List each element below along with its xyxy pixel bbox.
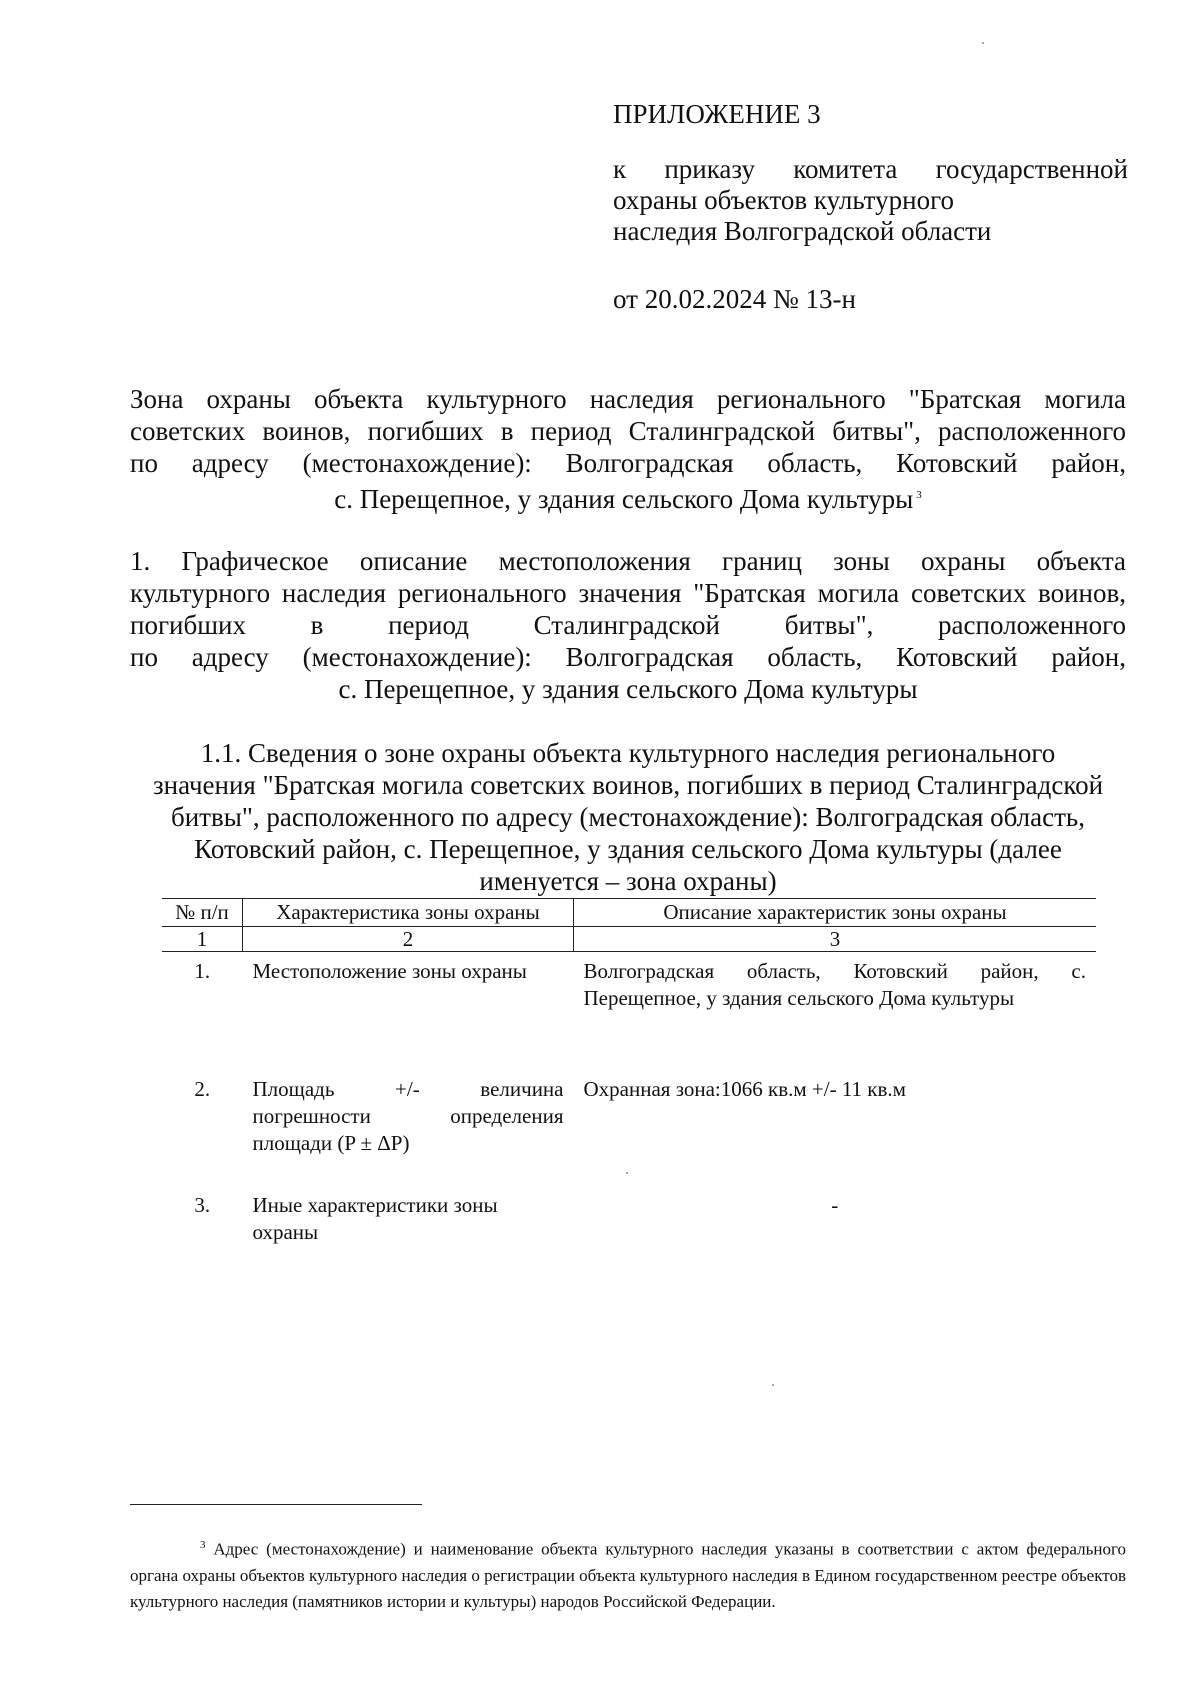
column-number: 3 bbox=[574, 927, 1097, 952]
section-1-1-line-4: Котовский район, с. Перещепное, у здания сельского Дома культуры (далее bbox=[194, 834, 1062, 864]
column-number: 1 bbox=[162, 927, 243, 952]
order-reference bbox=[613, 154, 1128, 247]
zone-info-table bbox=[162, 898, 1096, 1282]
zone-title bbox=[130, 383, 1126, 515]
section-1-1 bbox=[130, 737, 1126, 897]
zone-title-line-2: советских воинов, погибших в период Сталинградской битвы", расположенного bbox=[130, 416, 1126, 446]
footnote-text: Адрес (местонахождение) и наименование объекта культурного наследия указаны в соответствии с актом федерального органа охраны объектов культурного наследия о регистрации объекта культурного наследия в Едином государственном реестре объектов культурного наследия (памятников истории и культуры) народов Российской Федерации. bbox=[130, 1539, 1126, 1611]
row-number: 3. bbox=[194, 1193, 211, 1217]
section-1-line-2: культурного наследия регионального значения "Братская могила советских воинов, bbox=[130, 578, 1126, 608]
section-1-line-3: погибших в период Сталинградской битвы", расположенного bbox=[130, 610, 1126, 640]
section-1-1-line-3: битвы", расположенного по адресу (местонахождение): Волгоградская область, bbox=[171, 802, 1085, 832]
column-number-row bbox=[162, 927, 1096, 952]
section-1-1-line-5: именуется – зона охраны) bbox=[479, 866, 777, 896]
column-number: 2 bbox=[243, 927, 574, 952]
scan-speck bbox=[626, 1172, 628, 1174]
scan-speck bbox=[772, 1384, 774, 1386]
row-number: 1. bbox=[194, 959, 211, 983]
header-description: Описание характеристик зоны охраны bbox=[574, 899, 1097, 927]
table-row bbox=[162, 1186, 1096, 1282]
footnote bbox=[130, 1532, 1126, 1615]
row-characteristic: Площадь +/- величина погрешности определения площади (P ± ΔP) bbox=[252, 1077, 564, 1155]
section-1 bbox=[130, 545, 1126, 705]
section-1-line-5: с. Перещепное, у здания сельского Дома культуры bbox=[338, 674, 918, 704]
table-row bbox=[162, 952, 1096, 1071]
header-characteristic: Характеристика зоны охраны bbox=[243, 899, 574, 927]
section-1-line-4: по адресу (местонахождение): Волгоградская область, Котовский район, bbox=[130, 642, 1126, 672]
appendix-label: ПРИЛОЖЕНИЕ 3 bbox=[613, 99, 821, 129]
section-1-1-line-1: 1.1. Сведения о зоне охраны объекта культурного наследия регионального bbox=[200, 738, 1056, 768]
section-1-line-1: 1. Графическое описание местоположения границ зоны охраны объекта bbox=[130, 546, 1126, 576]
table-row bbox=[162, 1070, 1096, 1186]
order-date: от 20.02.2024 № 13-н bbox=[613, 284, 856, 314]
header-number: № п/п bbox=[162, 899, 243, 927]
row-description: Охранная зона:1066 кв.м +/- 11 кв.м bbox=[583, 1077, 906, 1101]
zone-title-line-4 bbox=[130, 479, 1126, 515]
zone-title-line-4-text: с. Перещепное, у здания сельского Дома культуры bbox=[334, 484, 914, 514]
row-characteristic: Местоположение зоны охраны bbox=[252, 959, 527, 983]
row-description: - bbox=[831, 1193, 839, 1217]
footnote-reference: 3 bbox=[916, 489, 922, 501]
order-line-3: наследия Волгоградской области bbox=[613, 216, 992, 246]
row-characteristic: Иные характеристики зоны охраны bbox=[252, 1193, 498, 1244]
footnote-marker: 3 bbox=[200, 1539, 206, 1551]
table-header-row bbox=[162, 899, 1096, 927]
footnote-separator bbox=[130, 1504, 422, 1505]
row-number: 2. bbox=[194, 1077, 211, 1101]
order-line-1: к приказу комитета государственной bbox=[613, 154, 1128, 184]
footnote-body bbox=[130, 1532, 1126, 1615]
zone-title-line-3: по адресу (местонахождение): Волгоградская область, Котовский район, bbox=[130, 448, 1126, 478]
zone-title-line-1: Зона охраны объекта культурного наследия регионального "Братская могила bbox=[130, 384, 1126, 414]
order-line-2: охраны объектов культурного bbox=[613, 185, 954, 215]
section-1-1-line-2: значения "Братская могила советских воинов, погибших в период Сталинградской bbox=[152, 770, 1104, 800]
row-description: Волгоградская область, Котовский район, с. Перещепное, у здания сельского Дома культуры bbox=[583, 959, 1086, 1010]
scan-speck bbox=[982, 42, 984, 44]
